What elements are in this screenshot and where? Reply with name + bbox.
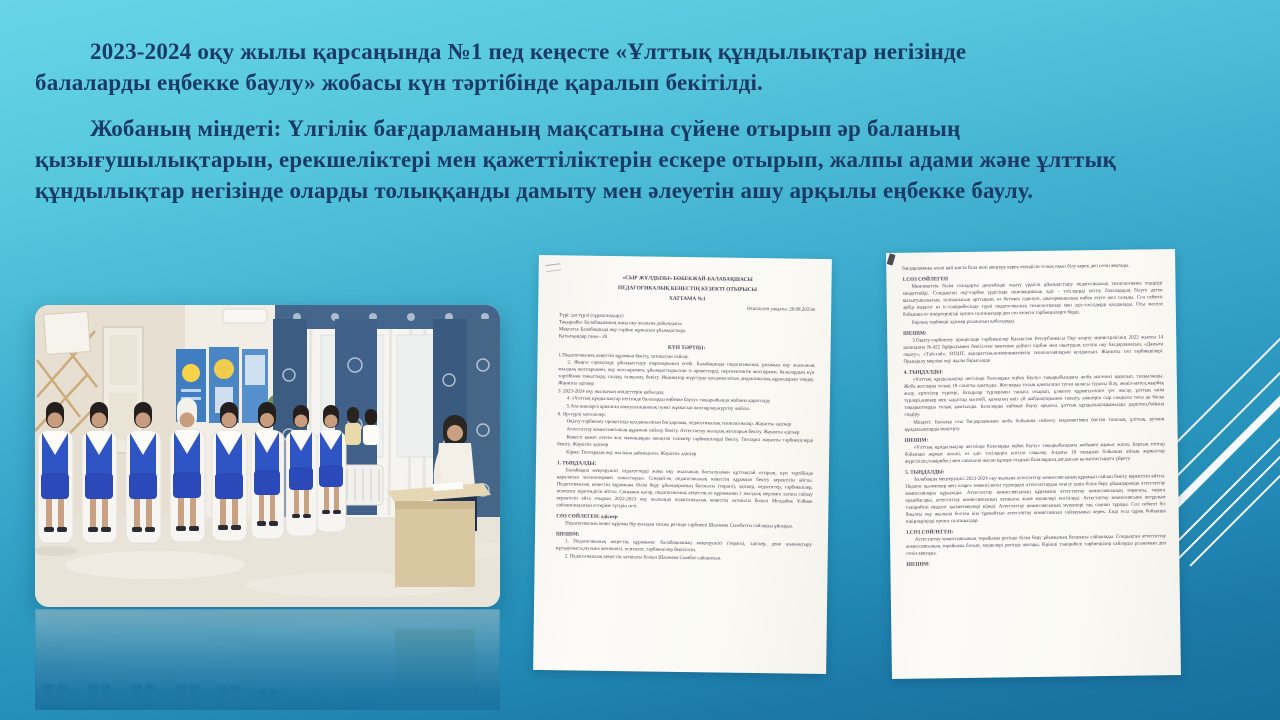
slide-title-paragraph: 2023-2024 оқу жылы қарсаңында №1 пед кеңесте «Ұлттық құндылықтар негізінде балаларды еңбекке баулу» жобасы күн тәртібінде қаралып бекітілді. [35, 39, 967, 95]
document-line: КҮН ТӘРТІБІ: [667, 344, 706, 352]
document-line: Балабақша меңгерушісі педагогтерді жаңа оқу жылының басталуымен құттықтай отырып, күн тәртібінде қаралатын мәселелермен таныстырды. Сондай-ақ педагогикалық кеңестің құрамын бекіту керектігін айтты. Педагогикалық кеңестің құрамына білім беру ұйымдарының басшысы (төраға), әдіскер, педагогтер, тәрбиешілер, психолог кіретіндігін айтты. Сонымен қатар, педагогикалық кеңестің өз құрамынан 1 жылдық мерзімге хатшы сайлау керектігін айта отырып 2022-2023 оқу жылында педагогикалық кеңестің хатшысы болып Молдабек Ұлбике сайланғандығын естеріне түсіріп өтті. [556, 468, 813, 510]
document-line: Аттестаттау комиссиясының төрайымы ретінде білім беру ұйымының басшысы сайланады. Сондықтан аттестаттау комиссиясының төрайымы болып, мүшелері ретінде жоғары, бірінші тәжірибелі тәрбиешілер сайлауды ұсынамын деп сөзін аяқтады. [906, 534, 1167, 557]
classroom-photo [35, 305, 500, 607]
document-line: 1.Педагогикалық кеңестін құрамын бекіту, хатшысын сайлау. [558, 353, 689, 361]
document-text [556, 274, 816, 564]
document-line: 2. Жаңғы сауықтыру ұйымдастыру шараларының есебі. Балабақшада педагогикалық ұжымын оқу жылының жылдық жоспарымен, оқу жоспарымен, ұйымдастырылған іс-әрекеттерді, перспективтік жоспармен, балалардың күн тәртібімен таныстыру, талдау, талқылау, бекіту. Индикатор жүргізуде қолданылатын дидактикалық құралдарын таңдау. Жауапты әдіскер [558, 360, 815, 387]
document-line: 1.СӨЗ СӨЙЛЕГЕН: [905, 529, 954, 536]
document-line: Кірме. Топтардың оқу жылына дайындығы. Жауапты әдіскер [566, 450, 697, 458]
document-line: Тақырыбы: Балабақшаның жаңа оқу жылына дайындығы. [558, 320, 683, 327]
document-line: Барлық тәрбиеші әдіскер ұсынысын қабылдады. [911, 319, 1016, 326]
document-line: 6. Әр-түрлі мәселелер: [557, 412, 606, 418]
document-line: Педагогикалық кеңес құрамы бір ауыздан хатшы ретінде тәрбиеші Шалжева Сымбатты сайлауды ұйғарды. [565, 521, 794, 530]
protocol-document-page1 [533, 255, 832, 674]
document-line: Өткізілген уақыты: 29.08.2023ж [746, 306, 816, 313]
document-line: ШЕШІМ: [555, 531, 580, 538]
document-line: «Ұлттық құндылықтар негізінде балаларды еңбек баулу» тақырыбындағы жобамен жұмыс жасау. Барлық топтар бойынша жұмыс жасап, өз әдіс тәсілдерін енгізін сақылау. Алдағы 18 тақырып бойынша айлық жұмыстар жүргізіліп,тәжірибесі мен сапасына нысап құзыре отырып балалардың дағдысын қалыптастыруға үйрету. [904, 442, 1165, 465]
document-line: 4. ТЫҢДАЛДЫ: [903, 369, 944, 376]
document-line: «СЫР ЖҰЛДЫЗЫ» БӨБЕКЖАЙ-БАЛАБАҚШАСЫ [622, 275, 753, 283]
document-line: «Ұлттық құндылықтар негізінде балаларды еңбек баулу» тақырыбындағы жоба мәселесі қаралып, талқыланды. Жоба жоспары толық 18 сағатты қамтыды. Жоспарда толық қамтылған туған қаласы туралы білу, жеңіл-мәтел,жырбақ жазу, ертегілер түрлері, батырлар түрлерімен таныса отырып, ұлжозге құрмет,өзініге үет жасау, ұлттық киім түрлері,әшекер мен ыдыстар мәнтебі, қазақтың киіз үй жабдықтарымен танысу, әжелерін сыр сандығы тағы да басқа тақырыптарды толық қамтылды. Балаларды еңбекке баулу арқылы, ұлттық құндылықтарымызды дәріптеп,бойына сіңдіру. [903, 374, 1165, 418]
document-line: Аттестаттау комиссиясының құрамын сайлау, бекіту. Аттестаттау жылдық жоспарын бекіту. Жауапты әдіскер [566, 427, 800, 436]
document-line: 5.Ата-аналарға арналған консультациялық пункт жұмысын жоспарлау,жүргізу жайлы. [566, 404, 751, 412]
document-line: Кеңесті қажет ететін жас мамандарды анықтап тәлімгер тәрбиешілерді бекіту. Топтарға жауапты тәрбиешілерді бекіту. Жауапты әдіскер [557, 435, 814, 448]
page-fold-mark [887, 253, 896, 265]
document-line: ШЕШІМ: [904, 437, 929, 444]
document-line: 1. ТЫҢДАЛДЫ: [556, 460, 597, 467]
slide-body-paragraph: Жобаның міндеті: Үлгілік бағдарламаның мақсатына сүйене отырып әр баланың қызығушылықтарын, ерекшеліктері мен қажеттіліктерін ескере отырып, жалпы адами және ұлттық құндылықтар негізінде оларды толыққанды дамыту мен әлеуетін ашу арқылы еңбекке баулу. [35, 116, 1117, 203]
pen-mark [545, 263, 561, 272]
document-line: Қатысқандар саны– 20 [558, 334, 608, 340]
photo-reflection-fade [35, 609, 500, 710]
document-line: ПЕДАГОГИКАЛЫҚ КЕҢЕСТІҢ КЕЗЕКТІ ОТЫРЫСЫ [617, 285, 758, 294]
document-line: Балабақша меңгерушісі 2023-2024 оқу жылына аттестаттау комиссиясының құрамын сайлап бекіту керектігін айтты. Педагог қызметкер мен оларға төменгілеген түрлерден аттестаттаудан өткізу үшін білім беру ұйымдарында аттестаттау комиссиялары құрылады. Аттестаттау комиссиясының құрамына аттестаттау комиссиясының төрағасы, төраға орынбасары, аттестаттау комиссиясының хатшысы және мүшелері енгізіледі. Аттестаттау комиссиясына негұрлым тәжірибелі педагог қызметкерлері кіреді. Аттестаттау комиссиясының мүшелері тақ саннан тұрады. Сол себепті біз биылғы оқу жылына бостан кім тұрмайтын аттестаттау комиссиясын сайлауымыз керек. Енді осы сұрақ бойынша пікірлеріңізді ортаға салсаңыздар. [905, 474, 1166, 525]
document-line: Түрі: дәстүрлі (тұрақтандыру) [559, 313, 624, 320]
document-line: 2. Педагогикалық кеңестің хатшысы болып Шалжева Сымбат сайлансын. [564, 554, 722, 562]
document-line: 4. «Ұлттық құндылықтар негізінде балаларды еңбекке баулу» тақырыбында жобаны қарастыру. [566, 396, 772, 405]
document-line: СӨЗ СӨЙЛЕГЕН: әдіскер [556, 513, 618, 521]
document-line: Мемлекеттік білім стандарты деңгейінде оқыту үрдісін ұйымдастыру педагогикалық технологияны ендіруді міндеттейді. Сондықтан оқу-тәрбие үрдісінде инновациялық әдіс - тәсілдерді енгізу балалардың білуге деген қызығушылығын, талпынысын арттырып, өз бетімен ізденуге, шығармашылық еңбек етуге жол салады. Сол себепті әрбір педагог өз іс-тәжірибесінде түрлі педагогикалық технологиялар мен әдіс-тәсілдерді қолданады. Осы мәселе бойынша өз пікірлеріңізді ортаға салсаңыздар деп сөз кезегін тәрбиешілерге берді. [902, 281, 1163, 318]
document-line: Мақсаты: Балабақшада оқу-тәрбие жұмысын ұйымдастыру. [558, 327, 687, 335]
document-line: 3.Оқыту-тәрбиелеу процесінде тәрбиешілер Қазақстан Республикасы Оқу ағарту министрлігінің 2022 жылғы 14 қазандағы №422 бұйрығымен бекітілген мектепке дейінгі тәрбие мен оқытудың үлгілік оқу бағдарламасын, «Дамыта оқыту», «Тәй-тәй», ӨТШТ, ақпараттық-коммуникативтік технологияларын қолдансын. Жауапты топ тәрбиешілері. Орындалу мерзімі оқу жылы барысында [903, 335, 1164, 365]
diagonal-line [1167, 283, 1280, 518]
document-line: 1. Педагогикалық кеңестің құрамына: балабақшаның меңгерушісі (төраға), әдіскер, дене шынықтыру нұсқаушысы,музыка жетекшісі, психолог, тәрбиешілер бекітілсін. [555, 539, 812, 554]
document-line: 5. ТЫҢДАЛДЫ: [905, 469, 945, 476]
document-line: Міндеті: Балалар осы бағдарламамен жоба бойынша сөйлесу мәдениетімен бастап тазалық, ұлттық, рухани құндылықтарды меңгерту. [904, 417, 1165, 433]
document-line: ХАТТАМА №1 [668, 295, 706, 303]
document-line: 1.СӨЗ СӨЙЛЕГЕН [902, 276, 949, 283]
document-line: 3. 2023-2024 оқу жылының міндеттерін қабылдау. [557, 389, 665, 396]
document-line: ШЕШІМ: [906, 561, 930, 568]
protocol-document-page2 [886, 249, 1181, 679]
document-line: Оқыту-тәрбиелеу процесінде қолданылатын бағдарлама, педагогикалық технологиялар. Жауапты әдіскер [566, 419, 792, 428]
document-line: ШЕШІМ: [903, 330, 927, 337]
document-text [902, 262, 1166, 569]
document-line: бағдарламаны алып қай жаста бала нені меңгеру керек екендігін толық оқып білу керек деп сөзін аяқтады. [902, 263, 1130, 272]
